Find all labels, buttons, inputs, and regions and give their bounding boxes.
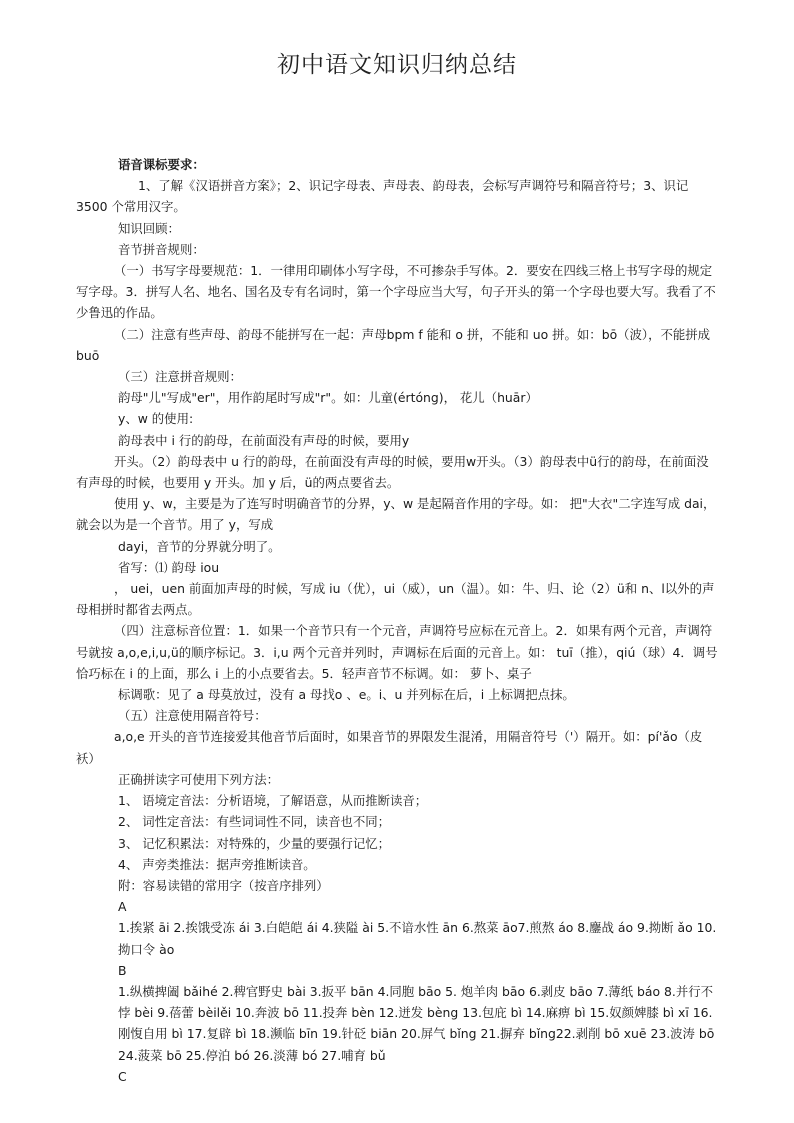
document-body	[76, 154, 720, 1087]
paragraph: dayi，音节的分界就分明了。	[118, 538, 281, 554]
letter-heading: A	[118, 899, 127, 915]
paragraph: 韵母"儿"写成"er"，用作韵尾时写成"r"。如：儿童(értóng)， 花儿（huār）	[118, 390, 538, 406]
paragraph: 标调歌：见了 a 母莫放过，没有 a 母找o 、e。i、u 并列标在后，i 上标调把点抹。	[118, 687, 575, 703]
paragraph: 附：容易读错的常用字（按音序排列）	[118, 877, 329, 893]
paragraph: 音节拼音规则：	[118, 241, 205, 257]
paragraph: 1、了解《汉语拼音方案》；2、识记字母表、声母表、韵母表，会标写声调符号和隔音符号；3、识记 3500 个常用汉字。	[76, 178, 689, 215]
word-list: 1.纵横捭阖 bǎihé 2.稗官野史 bài 3.扳平 bān 4.同胞 bāo 5. 炮羊肉 bāo 6.剥皮 bāo 7.薄纸 báo 8.并行不悖 bèi 9.蓓蕾 bèilěi 10.奔波 bō 11.投奔 bèn 12.迸发 bèng 13.包庇 bì 14.麻痹 bì 15.奴颜婢膝 bì xī 16.刚愎自用 bì 17.复辟 bì 18.濒临 bīn 19.针砭 biān 20.屏气 bǐng 21.摒弃 bǐng22.剥削 bō xuē 23.波涛 bō 24.菠菜 bō 25.停泊 bó 26.淡薄 bó 27.哺育 bǔ	[118, 983, 715, 1063]
word-list: 1.挨紧 āi 2.挨饿受冻 ái 3.白皑皑 ái 4.狭隘 ài 5.不谙水性 ān 6.熬菜 āo7.煎熬 áo 8.鏖战 áo 9.拗断 ǎo 10.拗口令 ào	[118, 920, 717, 957]
list-item: 2、 词性定音法：有些词词性不同，读音也不同；	[118, 814, 391, 830]
letter-heading: B	[118, 962, 127, 978]
paragraph: 正确拼读字可使用下列方法：	[118, 771, 280, 787]
paragraph: 开头。（2）韵母表中 u 行的韵母，在前面没有声母的时候，要用w开头。（3）韵母表中ü行的韵母，在前面没有声母的时候，也要用 y 开头。加 y 后，ü的两点要省去。	[76, 453, 709, 491]
list-item: 4、 声旁类推法：据声旁推断读音。	[118, 856, 316, 872]
paragraph: ， uei，uen 前面加声母的时候，写成 iu（优），ui（威），un（温）。如：牛、归、论（2）ü和 n、l以外的声母相拼时都省去两点。	[76, 581, 715, 618]
list-item: 1、 语境定音法：分析语境，了解语意，从而推断读音；	[118, 793, 428, 809]
letter-heading: C	[118, 1068, 127, 1084]
paragraph: （三）注意拼音规则：	[118, 369, 242, 385]
paragraph: （一）书写字母要规范：1．一律用印刷体小写字母，不可掺杂手写体。2．要安在四线三格上书写字母的规定写字母。3．拼写人名、地名、国名及专有名词时，第一个字母应当大写，句子开头的第一个字母也要大写。我看了不少鲁迅的作品。	[76, 263, 716, 321]
paragraph: （五）注意使用隔音符号：	[118, 708, 267, 724]
paragraph: 知识回顾：	[118, 220, 180, 236]
page-title: 初中语文知识归纳总结	[277, 52, 517, 78]
paragraph: 韵母表中 i 行的韵母，在前面没有声母的时候，要用y	[118, 432, 410, 448]
list-item: 3、 记忆积累法：对特殊的，少量的要强行记忆；	[118, 835, 391, 851]
paragraph: a,o,e 开头的音节连接爱其他音节后面时，如果音节的界限发生混淆，用隔音符号（'）隔开。如：pí'ǎo（皮袄）	[76, 729, 703, 766]
paragraph: 使用 y、w，主要是为了连写时明确音节的分界，y、w 是起隔音作用的字母。如： 把"大衣"二字连写成 dai，就会以为是一个音节。用了 y，写成	[76, 496, 716, 533]
paragraph: 省写：⑴ 韵母 iou	[118, 559, 220, 575]
paragraph: （二）注意有些声母、韵母不能拼写在一起：声母bpm f 能和 o 拼，不能和 uo 拼。如：bō（波），不能拼成 buō	[76, 326, 711, 363]
paragraph: （四）注意标音位置：1．如果一个音节只有一个元音，声调符号应标在元音上。2．如果有两个元音，声调符号就按 a,o,e,i,u,ü的顺序标记。3．i,u 两个元音并列时，声调标在后面的元音上。如： tuī（推），qiú（球）4．调号恰巧标在 i 的上面，那么 i 上的小点要省去。5．轻声音节不标调。如： 萝卜、桌子	[76, 623, 718, 681]
paragraph: y、w 的使用:	[118, 411, 194, 427]
section-heading: 语音课标要求：	[118, 157, 205, 172]
